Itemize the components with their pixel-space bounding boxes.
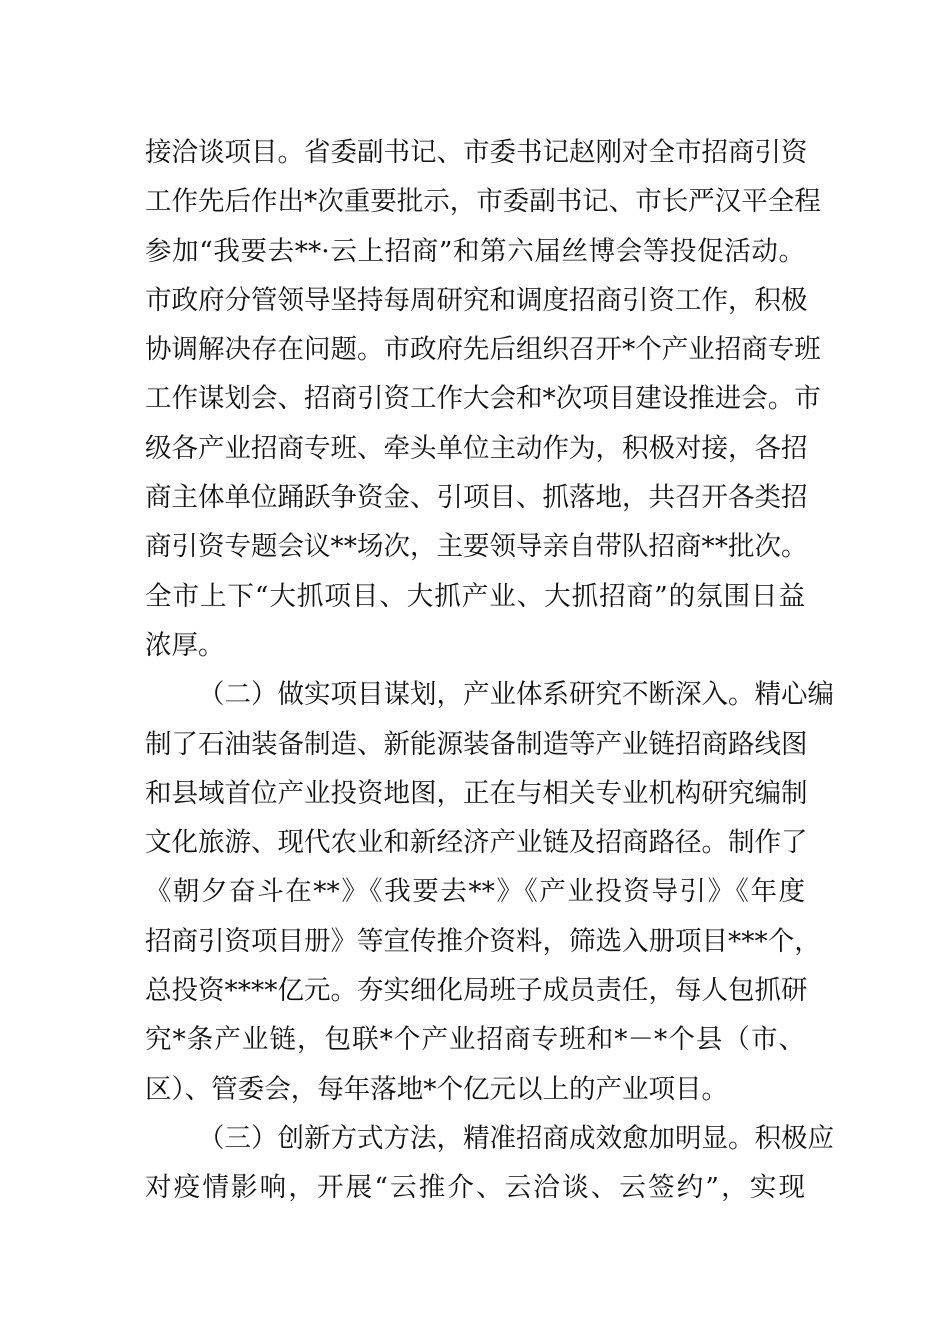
text-line: 全市上下“大抓项目、大抓产业、大抓招商”的氛围日益 [145, 580, 805, 612]
text-line: 接洽谈项目。省委副书记、市委书记赵刚对全市招商引资 [145, 137, 808, 168]
text-line: 究*条产业链，包联*个产业招商专班和*－*个县（市、 [145, 1024, 805, 1056]
text-line: 制了石油装备制造、新能源装备制造等产业链招商路线图 [145, 728, 808, 760]
text-line: 协调解决存在问题。市政府先后组织召开*个产业招商专班 [145, 334, 821, 366]
text-line: 对疫情影响，开展“云推介、云洽谈、云签约”，实现 [145, 1172, 805, 1204]
text-line: 工作谋划会、招商引资工作大会和*次项目建设推进会。市 [145, 383, 821, 415]
text-line: 区）、管委会，每年落地*个亿元以上的产业项目。 [145, 1073, 728, 1105]
body-text [145, 128, 834, 1213]
section-heading-line: （二）做实项目谋划，产业体系研究不断深入。精心编 [198, 679, 834, 711]
text-line: 总投资****亿元。夯实细化局班子成员责任，每人包抓研 [145, 975, 808, 1007]
text-line: 工作先后作出*次重要批示，市委副书记、市长严汉平全程 [145, 186, 821, 218]
text-line: 级各产业招商专班、牵头单位主动作为，积极对接，各招 [145, 432, 808, 464]
text-line: 商引资专题会议**场次，主要领导亲自带队招商**批次。 [145, 531, 808, 563]
section-heading-line: （三）创新方式方法，精准招商成效愈加明显。积极应 [198, 1122, 834, 1154]
text-line: 商主体单位踊跃争资金、引项目、抓落地，共召开各类招 [145, 482, 808, 514]
text-line: 招商引资项目册》等宣传推介资料，筛选入册项目***个， [145, 925, 821, 957]
text-line: 《朝夕奋斗在**》《我要去**》《产业投资导引》《年度 [145, 876, 805, 908]
text-line: 参加“我要去**·云上招商”和第六届丝博会等投促活动。 [145, 235, 805, 267]
text-line: 市政府分管领导坚持每周研究和调度招商引资工作，积极 [145, 284, 808, 316]
text-line: 和县域首位产业投资地图，正在与相关专业机构研究编制 [145, 777, 808, 809]
text-line: 浓厚。 [145, 629, 225, 661]
text-line: 文化旅游、现代农业和新经济产业链及招商路径。制作了 [145, 827, 808, 859]
